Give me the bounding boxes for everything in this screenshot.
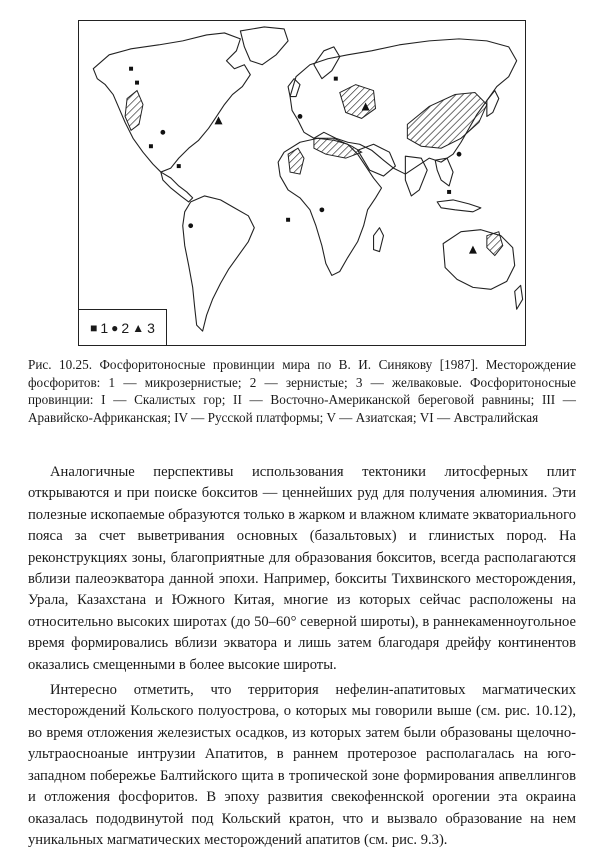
north-america-outline: [93, 33, 250, 172]
indonesia-outline: [437, 200, 481, 212]
japan-outline: [487, 91, 499, 117]
province-arabian-african-north: [314, 138, 362, 158]
deposit-square-marker: [149, 144, 153, 148]
legend-item-1: 1: [100, 319, 109, 336]
province-arabian-african-west: [288, 148, 304, 174]
paragraph-2: Интересно отметить, что территория нефелин-апатитовых магматических месторождений Кольского полуострова, о которых мы говорили выше (см. рис. 10.12), во время отложения железистых осадков, из которых затем были образованы щелочно-ультраосноаные интрузии Апатитов, в раннем протерозое располагалась на юго-западном побережье Балтийского щита в тропической зоне формирования апвеллингов и отложения фосфоритов. В эпоху развития свекофеннской орогении эта окраина оказалась пододвинутой под Кольский кратон, что и вызвало образование на нем уникальных магматических месторождений апатитов (см. рис. 9.3).: [28, 682, 576, 848]
dot-symbol: ●: [111, 320, 119, 335]
deposit-square-marker: [447, 190, 451, 194]
deposit-dot-marker: [160, 130, 165, 135]
greenland-outline: [240, 27, 288, 65]
body-text: [28, 462, 576, 851]
legend-item-3: 3: [147, 319, 155, 336]
deposit-square-marker: [334, 77, 338, 81]
australia-outline: [443, 230, 515, 290]
deposit-dot-marker: [298, 114, 303, 119]
triangle-symbol: ▲: [132, 320, 145, 335]
south-america-outline: [183, 196, 255, 331]
world-map-figure: [78, 20, 526, 346]
arabia-outline: [358, 144, 396, 176]
deposit-dot-marker: [319, 207, 324, 212]
central-america-outline: [161, 172, 193, 202]
southeast-asia-outline: [435, 158, 453, 186]
legend-item-2: 2: [121, 319, 130, 336]
deposit-triangle-marker: [469, 246, 477, 254]
deposit-dot-marker: [457, 152, 462, 157]
world-map: [79, 21, 525, 345]
deposit-square-marker: [129, 67, 133, 71]
deposit-square-marker: [177, 164, 181, 168]
province-russian-platform: [340, 85, 376, 119]
square-symbol: ■: [90, 320, 98, 335]
deposit-square-marker: [135, 81, 139, 85]
paragraph-1: Аналогичные перспективы использования тектоники литосферных плит открываются и при поиске бокситов — ценнейших руд для получения алюминия. Эти полезные ископаемые образуются только в жарком и влажном климате экваториального пояса за счет выветривания основных (базальтовых) и глинистых пород. На реконструкциях зоны, благоприятные для образования бокситов, всегда располагаются вблизи палеоэкватора данной эпохи. Например, бокситы Тихвинского месторождения, Урала, Казахстана и Южного Китая, многие из которых сейчас расположены на относительно высоких широтах (до 50–60° северной широты), в раннекаменноугольное время формировались вблизи экватора и лишь затем благодаря дрейфу континентов оказались смещенными в более высокие широты.: [28, 464, 576, 673]
new-zealand-outline: [515, 285, 523, 309]
madagascar-outline: [374, 228, 384, 252]
province-asian: [407, 93, 487, 149]
british-isles-outline: [288, 79, 300, 97]
deposit-square-marker: [286, 218, 290, 222]
province-rocky-mountains: [125, 91, 143, 131]
scandinavia-outline: [314, 47, 340, 79]
map-legend: [79, 309, 167, 345]
deposit-dot-marker: [188, 223, 193, 228]
figure-caption: Рис. 10.25. Фосфоритоносные провинции мира по В. И. Синякову [1987]. Месторождение фосфоритов: 1 — микрозернистые; 2 — зернистые; 3 — желваковые. Фосфоритоносные провинции: I — Скалистых гор; II — Восточно-Американской береговой равнины; III — Аравийско-Африканская; IV — Русской платформы; V — Азиатская; VI — Австралийская: [28, 357, 576, 425]
